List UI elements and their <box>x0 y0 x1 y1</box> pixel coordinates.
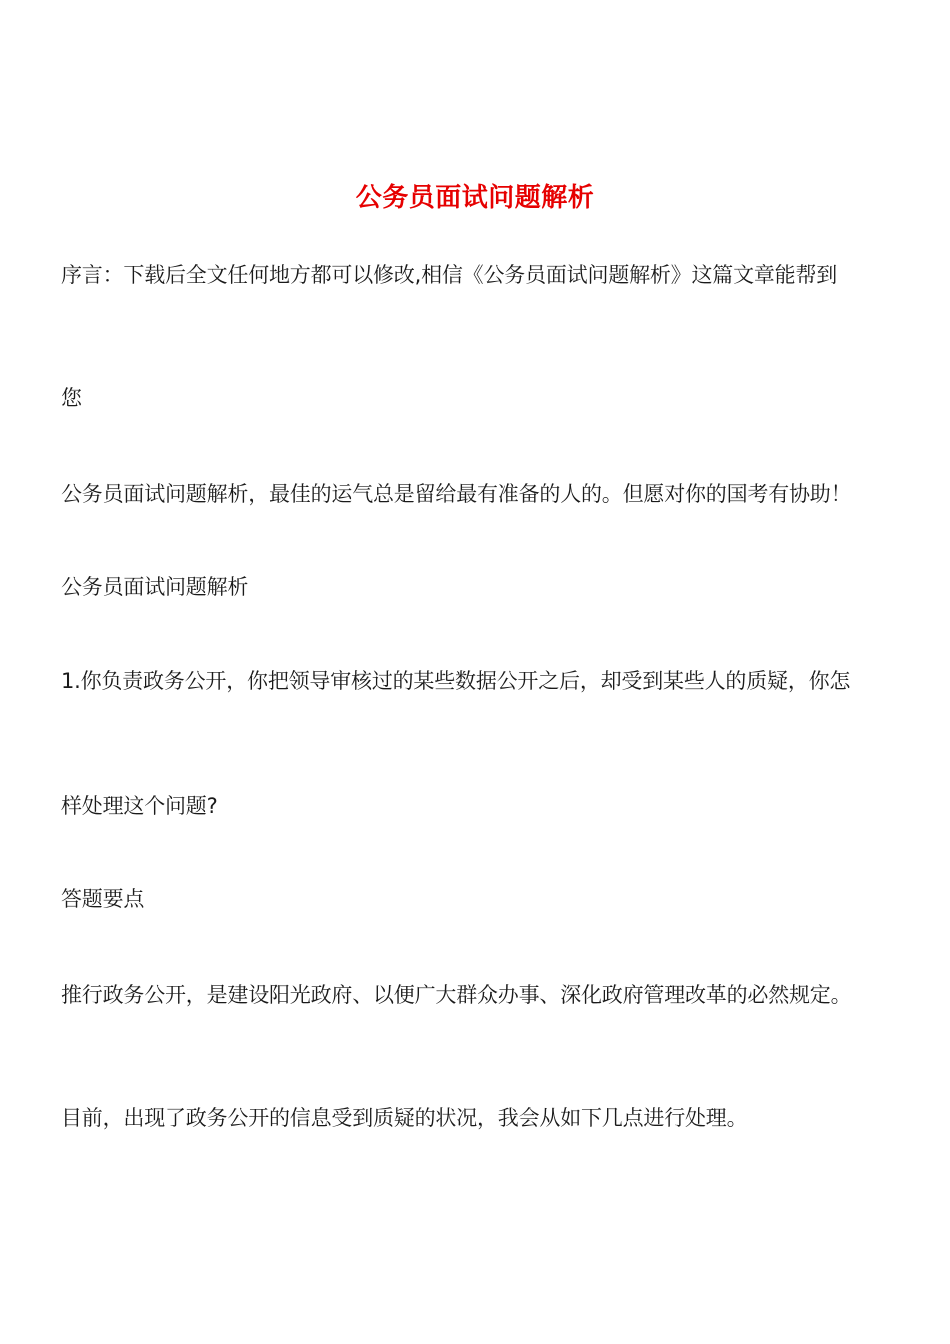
preface-line-1: 序言：下载后全文任何地方都可以修改,相信《公务员面试问题解析》这篇文章能帮到 <box>61 263 838 287</box>
document-title: 公务员面试问题解析 <box>355 183 595 213</box>
question-line-1: 1.你负责政务公开，你把领导审核过的某些数据公开之后，却受到某些人的质疑，你怎 <box>61 669 851 693</box>
section-heading: 公务员面试问题解析 <box>61 575 249 599</box>
question-line-2: 样处理这个问题? <box>61 794 218 818</box>
preface-line-2: 您 <box>61 386 82 410</box>
answer-paragraph-1: 推行政务公开，是建设阳光政府、以便广大群众办事、深化政府管理改革的必然规定。 <box>61 983 852 1007</box>
intro-paragraph: 公务员面试问题解析，最佳的运气总是留给最有准备的人的。但愿对你的国考有协助！ <box>61 482 852 506</box>
answer-paragraph-2: 目前，出现了政务公开的信息受到质疑的状况，我会从如下几点进行处理。 <box>61 1106 748 1130</box>
answer-heading: 答题要点 <box>61 887 145 911</box>
